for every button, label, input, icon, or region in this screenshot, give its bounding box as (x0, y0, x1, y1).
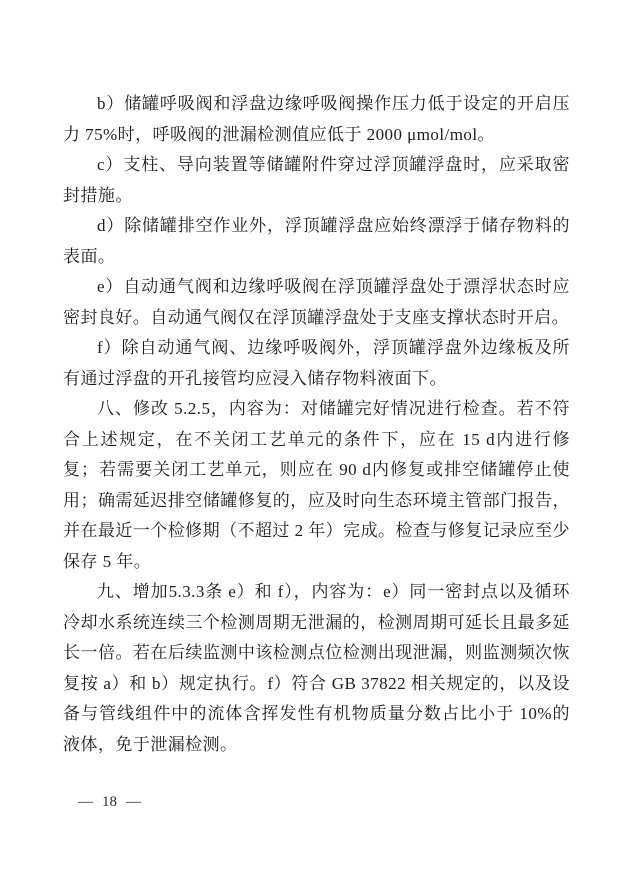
paragraph-clause-8: 八、修改 5.2.5，内容为：对储罐完好情况进行检查。若不符合上述规定，在不关闭工艺单元的条件下，应在 15 d内进行修复；若需要关闭工艺单元，则应在 90 d内修复或排空储罐停止使用；确需延迟排空储罐修复的，应及时向生态环境主管部门报告，并在最近一个检修期（不超过 2 年）完成。检查与修复记录应至少保存 5 年。 (63, 399, 570, 571)
paragraph-item-b: b）储罐呼吸阀和浮盘边缘呼吸阀操作压力低于设定的开启压力 75%时，呼吸阀的泄漏检测值应低于 2000 μmol/mol。 (63, 94, 570, 144)
footer-left-dash: — (78, 794, 93, 810)
paragraph-item-d: d）除储罐排空作业外，浮顶罐浮盘应始终漂浮于储存物料的表面。 (63, 216, 570, 266)
document-body (63, 89, 570, 760)
footer-right-dash: — (126, 794, 141, 810)
paragraph-clause-9: 九、增加5.3.3条 e）和 f），内容为：e）同一密封点以及循环冷却水系统连续三个检测周期无泄漏的，检测周期可延长且最多延长一倍。若在后续监测中该检测点位检测出现泄漏，则监测频次恢复按 a）和 b）规定执行。f）符合 GB 37822 相关规定的，以及设备与管线组件中的流体含挥发性有机物质量分数占比小于 10%的液体，免于泄漏检测。 (63, 582, 570, 754)
page-number: 18 (102, 794, 117, 810)
paragraph-item-e: e）自动通气阀和边缘呼吸阀在浮顶罐浮盘处于漂浮状态时应密封良好。自动通气阀仅在浮顶罐浮盘处于支座支撑状态时开启。 (63, 277, 570, 327)
page-footer (78, 794, 141, 811)
paragraph-item-c: c）支柱、导向装置等储罐附件穿过浮顶罐浮盘时，应采取密封措施。 (63, 155, 570, 205)
paragraph-item-f: f）除自动通气阀、边缘呼吸阀外，浮顶罐浮盘外边缘板及所有通过浮盘的开孔接管均应浸入储存物料液面下。 (63, 338, 570, 388)
